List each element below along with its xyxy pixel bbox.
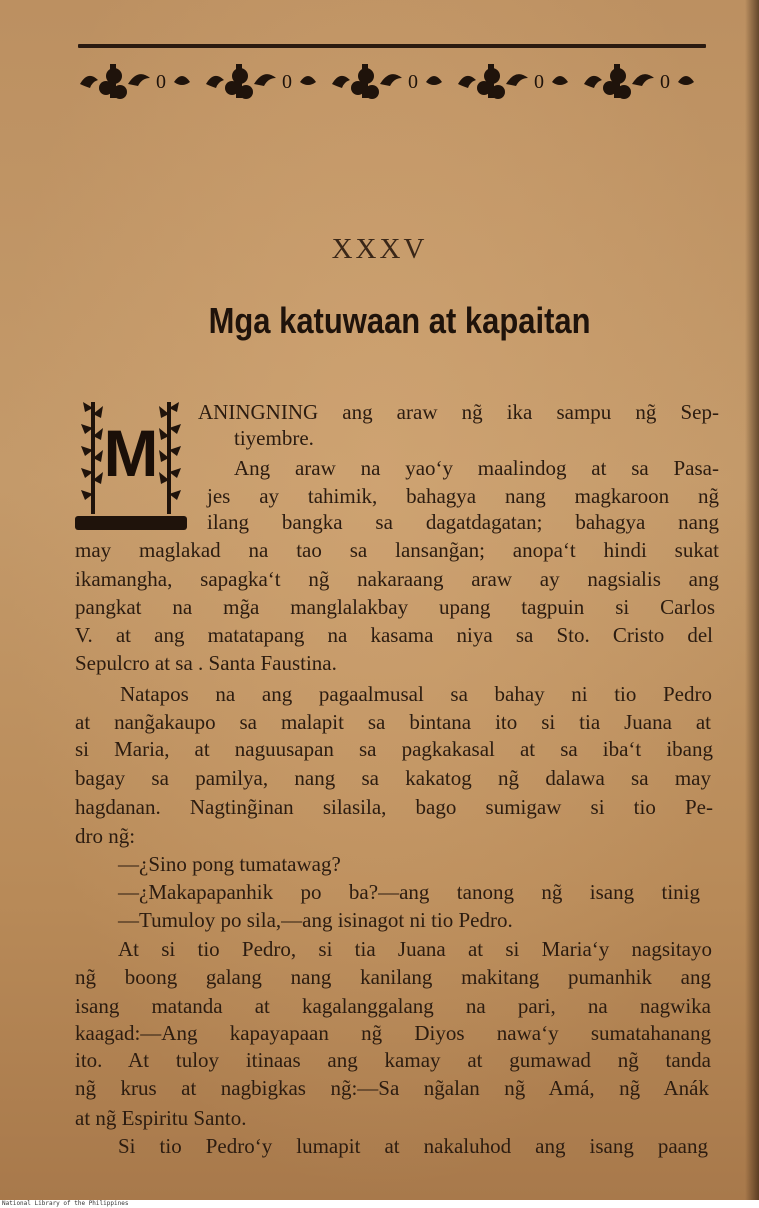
text-line: isang matanda at kagalanggalang na pari, na nagwika xyxy=(75,994,711,1018)
text-line: ikamangha, sapagka‘t ng̃ nakaraang araw ay nagsialis ang xyxy=(75,567,719,591)
svg-text:0: 0 xyxy=(156,71,166,93)
text-line: Natapos na ang pagaalmusal sa bahay ni tio Pedro xyxy=(120,682,712,706)
chapter-number: XXXV xyxy=(331,233,428,265)
text-line: ito. At tuloy itinaas ang kamay at gumawad ng̃ tanda xyxy=(75,1048,711,1072)
text-line: dro ng̃: xyxy=(75,824,136,848)
text-line: tiyembre. xyxy=(234,426,314,450)
ornament-band-icon xyxy=(76,54,708,106)
text-line: may maglakad na tao sa lansang̃an; anopa‘t hindi sukat xyxy=(75,538,719,562)
svg-text:M: M xyxy=(103,416,159,490)
text-line: kaagad:—Ang kapayapaan ng̃ Diyos nawa‘y sumatahanang xyxy=(75,1021,711,1045)
dropcap-vine-icon xyxy=(75,398,187,532)
text-line: at nang̃akaupo sa malapit sa bintana ito si tia Juana at xyxy=(75,710,711,734)
text-line: si Maria, at naguusapan sa pagkakasal at sa iba‘t ibang xyxy=(75,737,713,761)
text-line: —¿Sino pong tumatawag? xyxy=(118,852,341,876)
ornament-rule xyxy=(78,44,706,48)
decorated-dropcap xyxy=(75,398,187,532)
text-line: ng̃ krus at nagbigkas ng̃:—Sa ng̃alan ng̃ Amá, ng̃ Anák xyxy=(75,1076,709,1100)
text-line: ANINGNING ang araw ng̃ ika sampu ng̃ Sep- xyxy=(198,400,719,424)
text-line: ilang bangka sa dagatdagatan; bahagya nang xyxy=(207,510,719,534)
text-line: pangkat na mg̃a manglalakbay upang tagpuin si Carlos xyxy=(75,595,715,619)
text-line: Sepulcro at sa . Santa Faustina. xyxy=(75,651,337,675)
text-line: bagay sa pamilya, nang sa kakatog ng̃ dalawa sa may xyxy=(75,766,711,790)
text-line: —Tumuloy po sila,—ang isinagot ni tio Pedro. xyxy=(118,908,513,932)
text-line: Si tio Pedro‘y lumapit at nakaluhod ang isang paang xyxy=(118,1134,708,1158)
chapter-title: Mga katuwaan at kapaitan xyxy=(208,300,591,341)
text-line: at ng̃ Espiritu Santo. xyxy=(75,1106,247,1130)
text-line: V. at ang matatapang na kasama niya sa Sto. Cristo del xyxy=(75,623,713,647)
page-edge-shadow xyxy=(745,0,759,1200)
text-line: hagdanan. Nagting̃inan silasila, bago sumigaw si tio Pe- xyxy=(75,795,713,819)
text-line: jes ay tahimik, bahagya nang magkaroon ng̃ xyxy=(207,484,719,508)
footer-credit: National Library of the Philippines xyxy=(0,1200,759,1208)
text-line: ng̃ boong galang nang kanilang makitang pumanhik ang xyxy=(75,965,711,989)
text-line: Ang araw na yao‘y maalindog at sa Pasa- xyxy=(234,456,719,480)
text-line: At si tio Pedro, si tia Juana at si Maria‘y nagsitayo xyxy=(118,937,712,961)
text-line: —¿Makapapanhik po ba?—ang tanong ng̃ isang tinig xyxy=(118,880,700,904)
